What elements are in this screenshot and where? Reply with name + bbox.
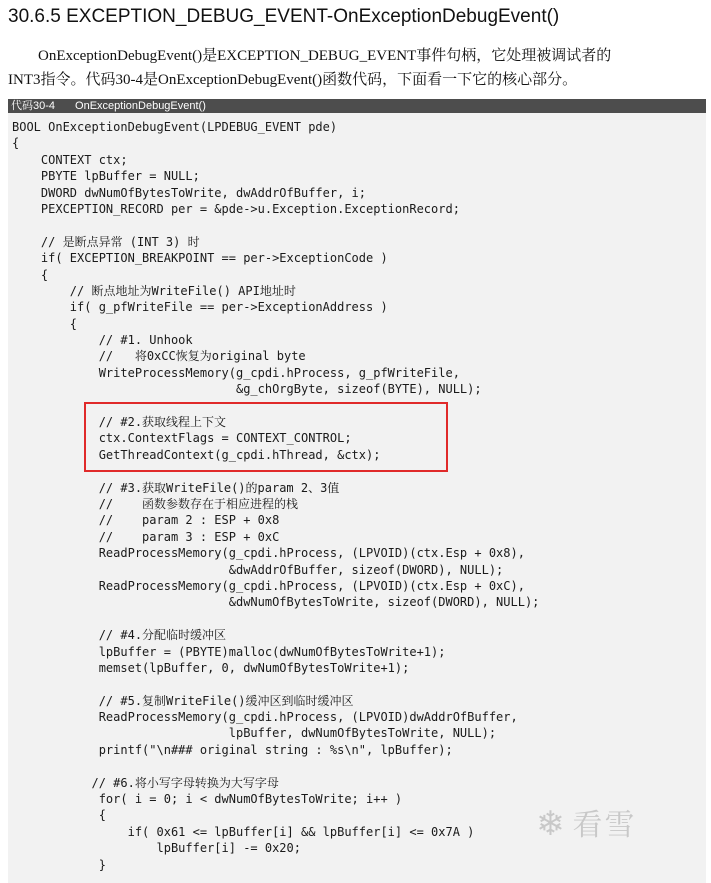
code-line: { bbox=[12, 267, 49, 282]
intro-paragraph bbox=[8, 44, 708, 92]
watermark-text: 看雪 bbox=[572, 808, 637, 843]
code-line: WriteProcessMemory(g_cpdi.hProcess, g_pfWriteFile, bbox=[12, 365, 460, 380]
code-line: // param 2 : ESP + 0x8 bbox=[12, 513, 280, 528]
code-line: if( EXCEPTION_BREAKPOINT == per->ExceptionCode ) bbox=[12, 251, 388, 266]
watermark bbox=[536, 800, 637, 844]
code-line: memset(lpBuffer, 0, dwNumOfBytesToWrite+1); bbox=[12, 660, 410, 675]
code-line: for( i = 0; i < dwNumOfBytesToWrite; i++ ) bbox=[12, 792, 403, 807]
code-line: CONTEXT ctx; bbox=[12, 152, 128, 167]
code-line: { bbox=[12, 136, 20, 151]
code-listing bbox=[8, 113, 706, 883]
section-heading bbox=[8, 6, 559, 28]
section-number: 30.6.5 bbox=[8, 6, 61, 27]
code-line: // 函数参数存在于相应进程的栈 bbox=[12, 496, 299, 511]
code-line: BOOL OnExceptionDebugEvent(LPDEBUG_EVENT pde) bbox=[12, 120, 338, 134]
code-caption-bar bbox=[8, 99, 706, 113]
code-line: lpBuffer = (PBYTE)malloc(dwNumOfBytesToWrite+1); bbox=[12, 644, 446, 659]
code-line: ReadProcessMemory(g_cpdi.hProcess, (LPVOID)dwAddrOfBuffer, bbox=[12, 710, 518, 725]
code-line: // 断点地址为WriteFile() API地址时 bbox=[12, 283, 296, 298]
code-line bbox=[12, 676, 539, 692]
code-line: lpBuffer[i] -= 0x20; bbox=[12, 841, 301, 856]
code-line: &g_chOrgByte, sizeof(BYTE), NULL); bbox=[12, 382, 482, 397]
code-caption-name: OnExceptionDebugEvent() bbox=[75, 100, 206, 112]
code-line: // #5.复制WriteFile()缓冲区到临时缓冲区 bbox=[12, 693, 354, 708]
code-line: GetThreadContext(g_cpdi.hThread, &ctx); bbox=[12, 447, 381, 462]
code-line bbox=[12, 611, 539, 627]
code-line: PBYTE lpBuffer = NULL; bbox=[12, 169, 200, 184]
code-line: printf("\n### original string : %s\n", lpBuffer); bbox=[12, 742, 453, 757]
code-line: if( 0x61 <= lpBuffer[i] && lpBuffer[i] <= 0x7A ) bbox=[12, 824, 475, 839]
code-line: ReadProcessMemory(g_cpdi.hProcess, (LPVOID)(ctx.Esp + 0x8), bbox=[12, 546, 525, 561]
code-line: // 是断点异常 (INT 3) 时 bbox=[12, 234, 200, 249]
snowflake-icon: ❄ bbox=[536, 804, 567, 844]
code-caption-label: 代码30-4 bbox=[11, 100, 56, 112]
highlight-box bbox=[84, 402, 448, 472]
intro-line-2: INT3指令。代码30-4是OnExceptionDebugEvent()函数代码，下面看一下它的核心部分。 bbox=[8, 72, 578, 88]
code-line: // #3.获取WriteFile()的param 2、3值 bbox=[12, 480, 340, 495]
section-title: EXCEPTION_DEBUG_EVENT-OnExceptionDebugEvent() bbox=[66, 6, 560, 27]
code-line: // param 3 : ESP + 0xC bbox=[12, 529, 280, 544]
code-line bbox=[12, 217, 539, 233]
code-line: // #4.分配临时缓冲区 bbox=[12, 628, 227, 643]
code-line: { bbox=[12, 808, 106, 823]
code-line: { bbox=[12, 316, 78, 331]
code-line: PEXCEPTION_RECORD per = &pde->u.Exception.ExceptionRecord; bbox=[12, 201, 460, 216]
code-line: // #2.获取线程上下文 bbox=[12, 415, 227, 430]
code-line: // #1. Unhook bbox=[12, 333, 193, 348]
code-line: ReadProcessMemory(g_cpdi.hProcess, (LPVOID)(ctx.Esp + 0xC), bbox=[12, 578, 525, 593]
code-line: // #6.将小写字母转换为大写字母 bbox=[12, 775, 279, 790]
intro-line-1: OnExceptionDebugEvent()是EXCEPTION_DEBUG_EVENT事件句柄，它处理被调试者的 bbox=[38, 48, 612, 64]
code-block bbox=[12, 119, 539, 873]
code-line: &dwNumOfBytesToWrite, sizeof(DWORD), NULL); bbox=[12, 595, 540, 610]
code-line: // 将0xCC恢复为original byte bbox=[12, 349, 306, 364]
code-line: &dwAddrOfBuffer, sizeof(DWORD), NULL); bbox=[12, 562, 504, 577]
code-line bbox=[12, 758, 539, 774]
code-line: } bbox=[12, 857, 106, 872]
code-line: if( g_pfWriteFile == per->ExceptionAddress ) bbox=[12, 300, 388, 315]
code-line: DWORD dwNumOfBytesToWrite, dwAddrOfBuffer, i; bbox=[12, 185, 367, 200]
code-line: lpBuffer, dwNumOfBytesToWrite, NULL); bbox=[12, 726, 497, 741]
code-line: ctx.ContextFlags = CONTEXT_CONTROL; bbox=[12, 431, 352, 446]
